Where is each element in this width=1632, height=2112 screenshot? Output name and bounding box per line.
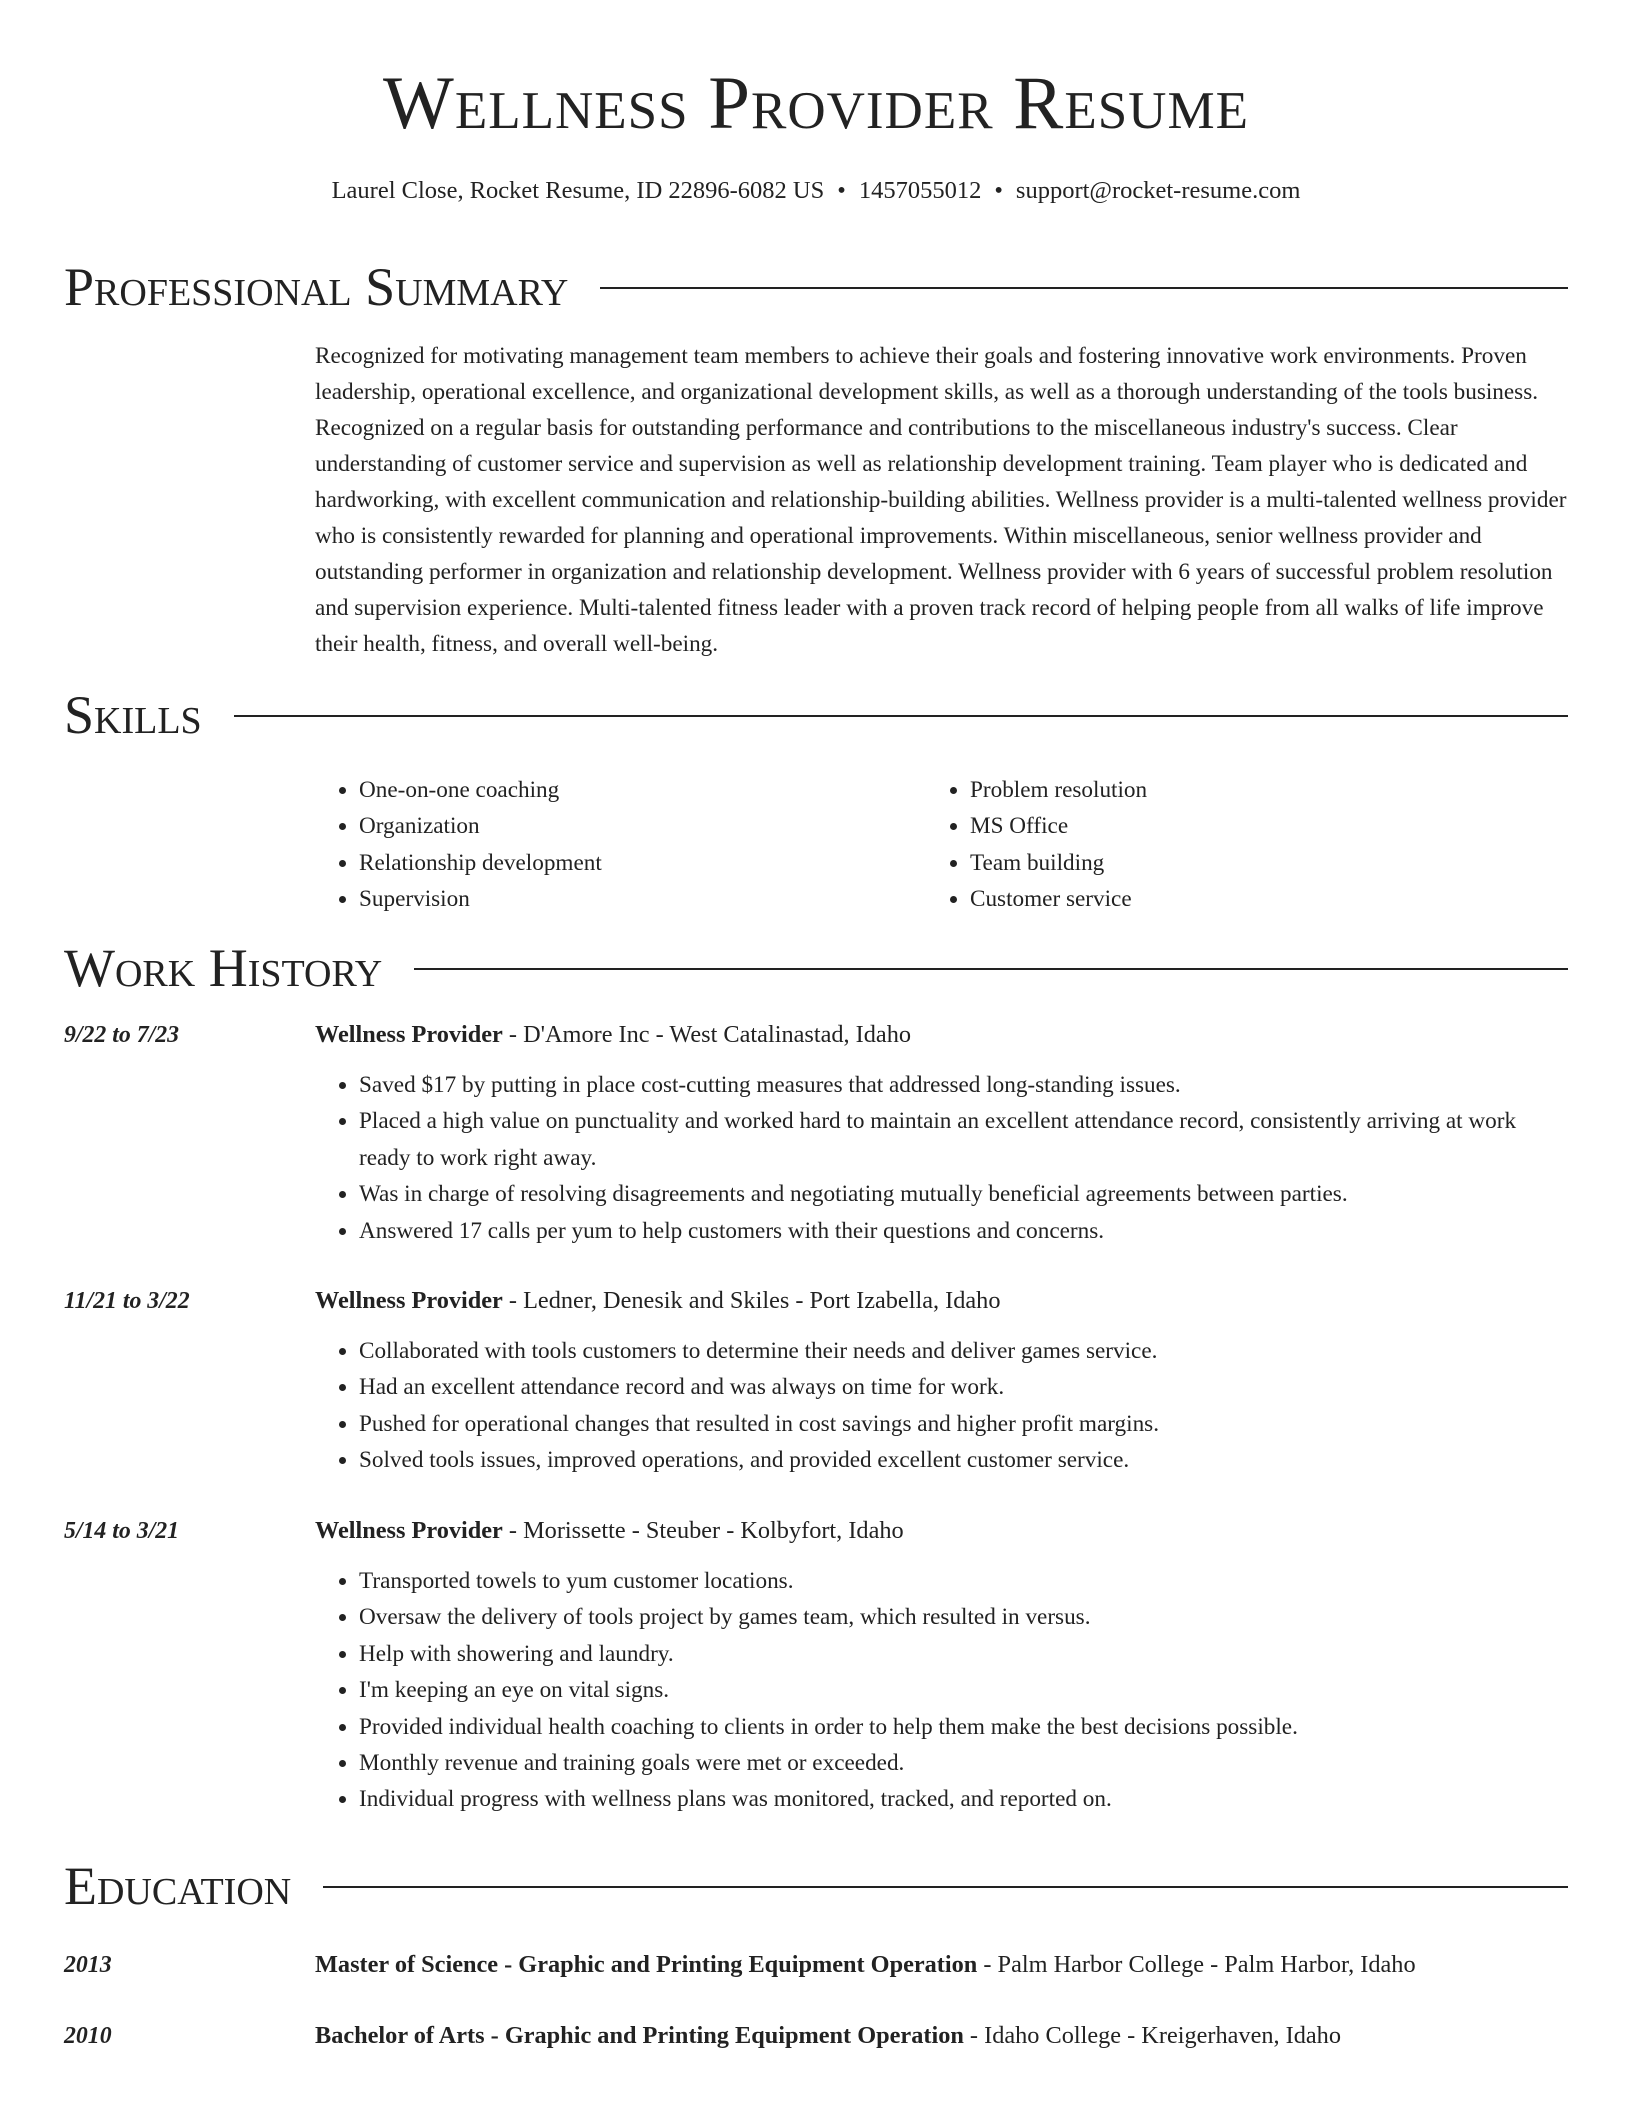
- skill-item: • Problem resolution: [970, 772, 1486, 808]
- job-bullets: [315, 1067, 1568, 1249]
- resume-title: Wellness Provider Resume: [383, 62, 1249, 145]
- section-title-education: Education: [64, 1856, 292, 1916]
- skills-column-right: [926, 772, 1486, 918]
- job-details: - Ledner, Denesik and Skiles - Port Izabella, Idaho: [502, 1287, 1001, 1314]
- job-bullet: • Had an excellent attendance record and was always on time for work.: [359, 1369, 1568, 1405]
- education-entry: [64, 1947, 1568, 1983]
- job-bullet: • Answered 17 calls per yum to help customers with their questions and concerns.: [359, 1213, 1568, 1249]
- job-bullet: • Help with showering and laundry.: [359, 1636, 1568, 1672]
- job-details: - Morissette - Steuber - Kolbyfort, Idaho: [502, 1517, 904, 1544]
- education-year: 2013: [64, 1952, 112, 1978]
- section-title-skills: Skills: [64, 685, 202, 745]
- skill-item: • Organization: [359, 808, 875, 844]
- job-bullet: • Was in charge of resolving disagreements and negotiating mutually beneficial agreements between parties.: [359, 1176, 1568, 1212]
- job-bullet: • Transported towels to yum customer locations.: [359, 1563, 1568, 1599]
- job-header: [315, 1283, 1568, 1319]
- job-header: [315, 1513, 1568, 1549]
- section-header-summary: [64, 255, 1568, 319]
- job-bullet: • I'm keeping an eye on vital signs.: [359, 1672, 1568, 1708]
- contact-email: support@rocket-resume.com: [1015, 177, 1301, 204]
- education-line: [315, 1947, 1568, 1983]
- job-title: Wellness Provider: [315, 1517, 503, 1544]
- contact-separator: •: [994, 177, 1003, 204]
- summary-text: Recognized for motivating management team members to achieve their goals and fostering innovative work environments. Proven leadership, operational excellence, and organizational development skills, as well as a thorough understanding of the tools business. Recognized on a regular basis for outstanding performance and contributions to the miscellaneous industry's success. Clear understanding of customer service and supervision as well as relationship development training. Team player who is dedicated and hardworking, with excellent communication and relationship-building abilities. Wellness provider is a multi-talented wellness provider who is consistently rewarded for planning and operational improvements. Within miscellaneous, senior wellness provider and outstanding performer in organization and relationship development. Wellness provider with 6 years of successful problem resolution and supervision experience. Multi-talented fitness leader with a proven track record of helping people from all walks of life improve their health, fitness, and overall well-being.: [315, 343, 1567, 657]
- education-entry: [64, 2018, 1568, 2054]
- education-details: - Idaho College - Kreigerhaven, Idaho: [963, 2022, 1341, 2049]
- job-bullet: • Saved $17 by putting in place cost-cutting measures that addressed long-standing issues.: [359, 1067, 1568, 1103]
- job-header: [315, 1017, 1568, 1053]
- job-bullet: • Monthly revenue and training goals were met or exceeded.: [359, 1745, 1568, 1781]
- skill-item: • Team building: [970, 845, 1486, 881]
- job-dates: 9/22 to 7/23: [64, 1022, 180, 1048]
- job-bullet: • Collaborated with tools customers to determine their needs and deliver games service.: [359, 1333, 1568, 1369]
- education-line: [315, 2018, 1568, 2054]
- skills-column-left: [315, 772, 875, 918]
- contact-address: Laurel Close, Rocket Resume, ID 22896-6082 US: [331, 177, 825, 204]
- contact-line: [0, 174, 1632, 208]
- education-degree: Master of Science - Graphic and Printing Equipment Operation: [315, 1951, 978, 1978]
- job-entry: [64, 1283, 1568, 1483]
- education-year: 2010: [64, 2023, 112, 2049]
- job-dates: 5/14 to 3/21: [64, 1518, 180, 1544]
- skill-item: • MS Office: [970, 808, 1486, 844]
- skill-item: • One-on-one coaching: [359, 772, 875, 808]
- job-bullet: • Oversaw the delivery of tools project by games team, which resulted in versus.: [359, 1599, 1568, 1635]
- job-bullet: • Pushed for operational changes that resulted in cost savings and higher profit margins.: [359, 1406, 1568, 1442]
- section-title-summary: Professional Summary: [64, 257, 569, 317]
- contact-phone: 1457055012: [858, 177, 982, 204]
- skill-item: • Customer service: [970, 881, 1486, 917]
- job-bullet: • Individual progress with wellness plans was monitored, tracked, and reported on.: [359, 1781, 1568, 1817]
- job-title: Wellness Provider: [315, 1287, 503, 1314]
- skill-item: • Relationship development: [359, 845, 875, 881]
- section-header-skills: [64, 683, 1568, 747]
- job-bullet: • Solved tools issues, improved operations, and provided excellent customer service.: [359, 1442, 1568, 1478]
- section-divider: [414, 968, 1568, 970]
- education-degree: Bachelor of Arts - Graphic and Printing Equipment Operation: [315, 2022, 964, 2049]
- section-divider: [600, 287, 1568, 289]
- job-bullets: [315, 1333, 1568, 1479]
- section-header-work: [64, 936, 1568, 1000]
- section-title-work: Work History: [64, 938, 383, 998]
- skill-item: • Supervision: [359, 881, 875, 917]
- job-entry: [64, 1513, 1568, 1823]
- section-header-education: [64, 1854, 1568, 1918]
- job-title: Wellness Provider: [315, 1021, 503, 1048]
- job-dates: 11/21 to 3/22: [64, 1288, 190, 1314]
- job-details: - D'Amore Inc - West Catalinastad, Idaho: [502, 1021, 911, 1048]
- education-details: - Palm Harbor College - Palm Harbor, Idaho: [977, 1951, 1416, 1978]
- section-divider: [234, 715, 1568, 717]
- job-entry: [64, 1017, 1568, 1257]
- job-bullet: • Placed a high value on punctuality and worked hard to maintain an excellent attendance record, consistently arriving at work ready to work right away.: [359, 1103, 1568, 1176]
- section-divider: [323, 1886, 1568, 1888]
- contact-separator: •: [837, 177, 846, 204]
- job-bullet: • Provided individual health coaching to clients in order to help them make the best decisions possible.: [359, 1709, 1568, 1745]
- job-bullets: [315, 1563, 1568, 1818]
